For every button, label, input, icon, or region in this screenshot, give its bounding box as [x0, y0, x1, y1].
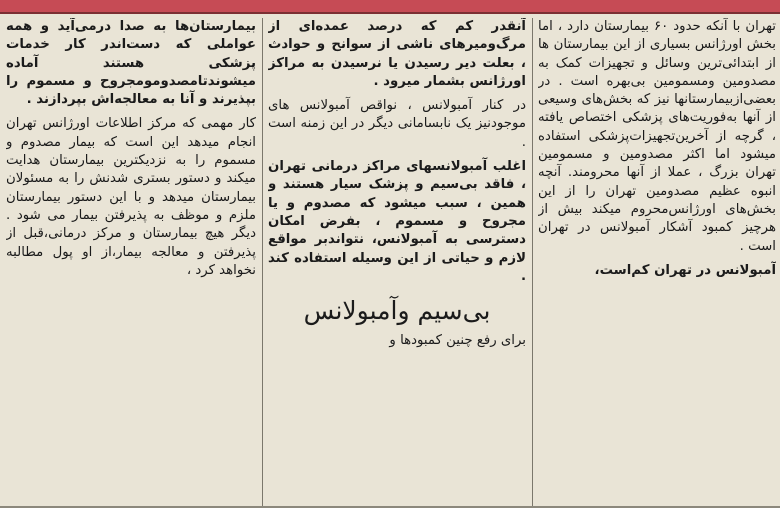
paragraph: در کنار آمبولانس ، نواقص آمبولانس های موجودنیز یک نابسامانی دیگر در این زمنه است . — [268, 98, 526, 150]
column-subhead: آمبولانس در تهران کم‌است، — [594, 262, 776, 278]
article-column-left — [6, 18, 256, 508]
paragraph: آنقدر کم که درصد عمده‌ای از مرگ‌ومیرهای ناشی از سوانح و حوادث ، بعلت دیر رسیدن یا نرسیدن به مراکز اورژانس بشمار میرود . — [268, 19, 526, 89]
paragraph: اغلب آمبولانسهای مراکز درمانی تهران ، فاقد بی‌سیم و پزشک سیار هستند و همین ، سبب میشود که مصدوم و یا مجروح و مسموم ، بفرض امکان دسترسی به آمبولانس، نتواندبر مواقع لازم و حیاتی از این وسیله استفاده کند . — [268, 159, 526, 284]
paragraph: بیمارستان‌ها به صدا درمی‌آید و همه عواملی که دست‌اندر کار خدمات پزشکی هستند آماده میشوندتامصدومومجروح و مسموم را بپذیرند و آنا به معالجه‌اش بپردازند . — [6, 19, 256, 108]
article-column-middle — [268, 18, 526, 508]
section-headline: بی‌سیم وآمبولانس — [303, 296, 491, 326]
column-divider — [532, 18, 533, 508]
top-red-band — [0, 0, 780, 14]
paragraph: تهران با آنکه حدود ۶۰ بیمارستان دارد ، اما بخش اورژانس بسیاری از این بیمارستان ها از ابتدائی‌ترین وسائل و تجهیزات کمک به مصدومین ومسمومین بی‌بهره است . در بعضی‌ازبیمارستانها نیز که بخش‌های وسیعی از آنها به‌فوریت‌های پزشکی اختصاص یافته ، گرچه از آخرین‌تجهیزات‌پزشکی استفاده میشود اما اکثر مصدومین و مسمومین تهران بزرگ ، عملا از آنها محرومند. آنچه انبوه عظیم مصدومین تهران را از این بخش‌های اورژانس‌محروم میکند بیش از هرچیز کمبود آشکار آمبولانس در تهران است . — [538, 19, 776, 254]
article-column-right — [538, 18, 776, 508]
column-divider — [262, 18, 263, 508]
paragraph: کار مهمی که مرکز اطلاعات اورژانس تهران انجام میدهد این است که بیمار مصدوم و مسموم را به نزدیکترین بیمارستان هدایت میکند و دستور بستری شدنش را به مسئولان بیمارستان میدهد و با این دستور بیمارستان ملزم و موظف به پذیرفتن بیمار می شود . دیگر هیچ بیمارستان و مرکز درمانی،قبل از پذیرفتن و معالجه بیمار،از او پول مطالبه نخواهد کرد ، — [6, 116, 256, 278]
paragraph: برای رفع چنین کمبودها و — [389, 333, 526, 349]
